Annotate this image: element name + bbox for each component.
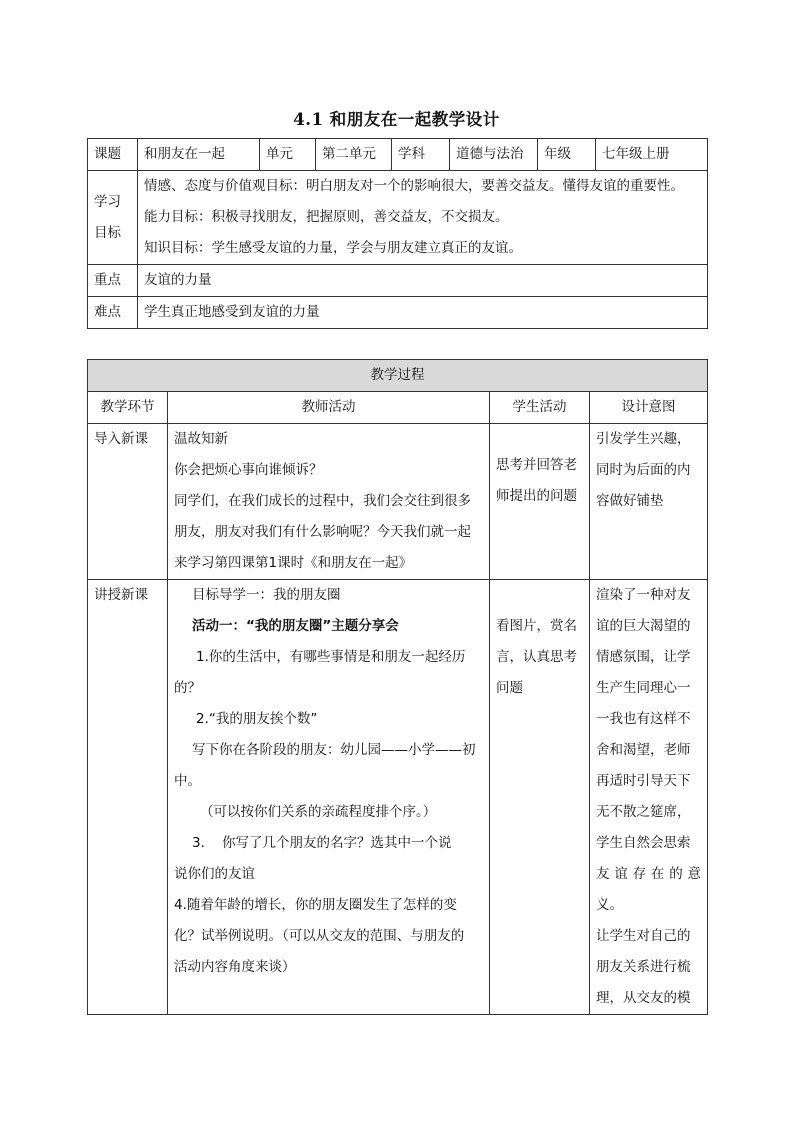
- lecture-intent-line: 理，从交友的模: [596, 990, 691, 1006]
- key-value: 友谊的力量: [138, 265, 708, 297]
- col-header-stage: 教学环节: [88, 392, 168, 424]
- intro-student-line: 师提出的问题: [496, 488, 577, 504]
- subject-label: 学科: [392, 139, 450, 171]
- col-header-intent: 设计意图: [590, 392, 708, 424]
- lecture-student-line: 看图片，赏名: [496, 618, 577, 634]
- lecture-student-line: 言，认真思考: [496, 649, 577, 665]
- lecture-teacher-line: 活动内容角度来谈）: [174, 959, 296, 975]
- lecture-teacher-line: 的？: [174, 680, 201, 696]
- course-info-table: [87, 138, 708, 329]
- difficulty-label: 难点: [88, 297, 138, 329]
- lecture-teacher-line: 化？试举例说明。（可以从交友的范围、与朋友的: [174, 928, 465, 944]
- lecture-intent-line: 友谊存在的意: [596, 866, 701, 882]
- lecture-intent-line: 让学生对自己的: [596, 928, 691, 944]
- process-header-row: [88, 360, 708, 392]
- lecture-item-number: 3.: [192, 835, 205, 851]
- goals-label-line-2: 目标: [94, 224, 121, 241]
- intro-teacher: [168, 424, 490, 580]
- lecture-intent-line: 朋友关系进行梳: [596, 959, 691, 975]
- lecture-teacher-line: 写下你在各阶段的朋友：幼儿园——小学——初: [192, 742, 476, 758]
- intro-student-line: 思考并回答老: [496, 457, 577, 473]
- lecture-teacher-line: 说你们的友谊: [174, 866, 255, 882]
- intro-teacher-line: 来学习第四课第1课时《和朋友在一起》: [174, 555, 413, 571]
- lecture-teacher-line: 2.“我的朋友挨个数”: [196, 711, 318, 727]
- intro-teacher-line: 朋友，朋友对我们有什么影响呢？今天我们就一起: [174, 524, 471, 540]
- process-header: 教学过程: [88, 360, 708, 392]
- intro-intent-line: 同时为后面的内: [596, 462, 691, 478]
- lecture-student-line: 问题: [496, 680, 523, 696]
- intro-student: [490, 424, 590, 580]
- goal-ability: 能力目标：积极寻找朋友，把握原则，善交益友，不交损友。: [144, 209, 509, 225]
- unit-value: 第二单元: [316, 139, 392, 171]
- intro-intent: [590, 424, 708, 580]
- lecture-intent-line: 舍和渴望，老师: [596, 742, 691, 758]
- lecture-teacher-line: [174, 828, 483, 859]
- lecture-intent-line: 义。: [596, 897, 623, 913]
- lecture-intent-line: 谊的巨大渴望的: [596, 618, 691, 634]
- info-row-goals: [88, 171, 708, 265]
- lecture-teacher-line: （可以按你们关系的亲疏程度排个序。）: [200, 804, 437, 820]
- lecture-item-text: 你写了几个朋友的名字？选其中一个说: [222, 835, 452, 851]
- topic-label: 课题: [88, 139, 138, 171]
- lecture-stage: 讲授新课: [88, 580, 168, 1015]
- lecture-row: [88, 580, 708, 1015]
- info-row-key: [88, 265, 708, 297]
- lecture-intent-line: 学生自然会思索: [596, 835, 691, 851]
- lecture-teacher-line: 4.随着年龄的增长，你的朋友圈发生了怎样的变: [174, 897, 457, 913]
- intro-intent-line: 容做好铺垫: [596, 493, 664, 509]
- lecture-intent-line: 一我也有这样不: [596, 711, 691, 727]
- lecture-student: [490, 580, 590, 1015]
- goals-content: [138, 171, 708, 265]
- lecture-intent-line: 情感氛围，让学: [596, 649, 691, 665]
- lecture-intent-line: 渲染了一种对友: [596, 587, 691, 603]
- intro-stage: 导入新课: [88, 424, 168, 580]
- teaching-process-table: [87, 359, 708, 1015]
- intro-teacher-line: 温故知新: [174, 431, 228, 447]
- info-row-basic: [88, 139, 708, 171]
- lecture-teacher: [168, 580, 490, 1015]
- info-row-difficulty: [88, 297, 708, 329]
- col-header-student: 学生活动: [490, 392, 590, 424]
- lecture-intent-line: 生产生同理心一: [596, 680, 691, 696]
- lecture-intent-line: 无不散之筵席，: [596, 804, 691, 820]
- key-label: 重点: [88, 265, 138, 297]
- col-header-teacher: 教师活动: [168, 392, 490, 424]
- lecture-activity-title: 活动一：“我的朋友圈”主题分享会: [192, 618, 399, 634]
- lecture-teacher-line: 1.你的生活中，有哪些事情是和朋友一起经历: [196, 649, 466, 665]
- topic-value: 和朋友在一起: [138, 139, 260, 171]
- lecture-teacher-line: 中。: [174, 773, 201, 789]
- grade-value: 七年级上册: [596, 139, 708, 171]
- subject-value: 道德与法治: [450, 139, 538, 171]
- lecture-teacher-line: 目标导学一：我的朋友圈: [192, 587, 341, 603]
- document-title: 4.1 和朋友在一起教学设计: [293, 110, 500, 129]
- grade-label: 年级: [538, 139, 596, 171]
- unit-label: 单元: [260, 139, 316, 171]
- intro-teacher-line: 你会把烦心事向谁倾诉？: [174, 462, 323, 478]
- process-column-headers: [88, 392, 708, 424]
- difficulty-value: 学生真正地感受到友谊的力量: [138, 297, 708, 329]
- intro-row: [88, 424, 708, 580]
- goal-knowledge: 知识目标：学生感受友谊的力量，学会与朋友建立真正的友谊。: [144, 240, 522, 256]
- goals-label-line-1: 学习: [94, 193, 121, 210]
- lecture-intent: [590, 580, 708, 1015]
- goals-label: [88, 171, 138, 265]
- goal-emotion: 情感、态度与价值观目标：明白朋友对一个的影响很大，要善交益友。懂得友谊的重要性。: [144, 178, 684, 194]
- intro-teacher-line: 同学们，在我们成长的过程中，我们会交往到很多: [174, 493, 471, 509]
- intro-intent-line: 引发学生兴趣，: [596, 431, 691, 447]
- lecture-intent-line: 再适时引导天下: [596, 773, 691, 789]
